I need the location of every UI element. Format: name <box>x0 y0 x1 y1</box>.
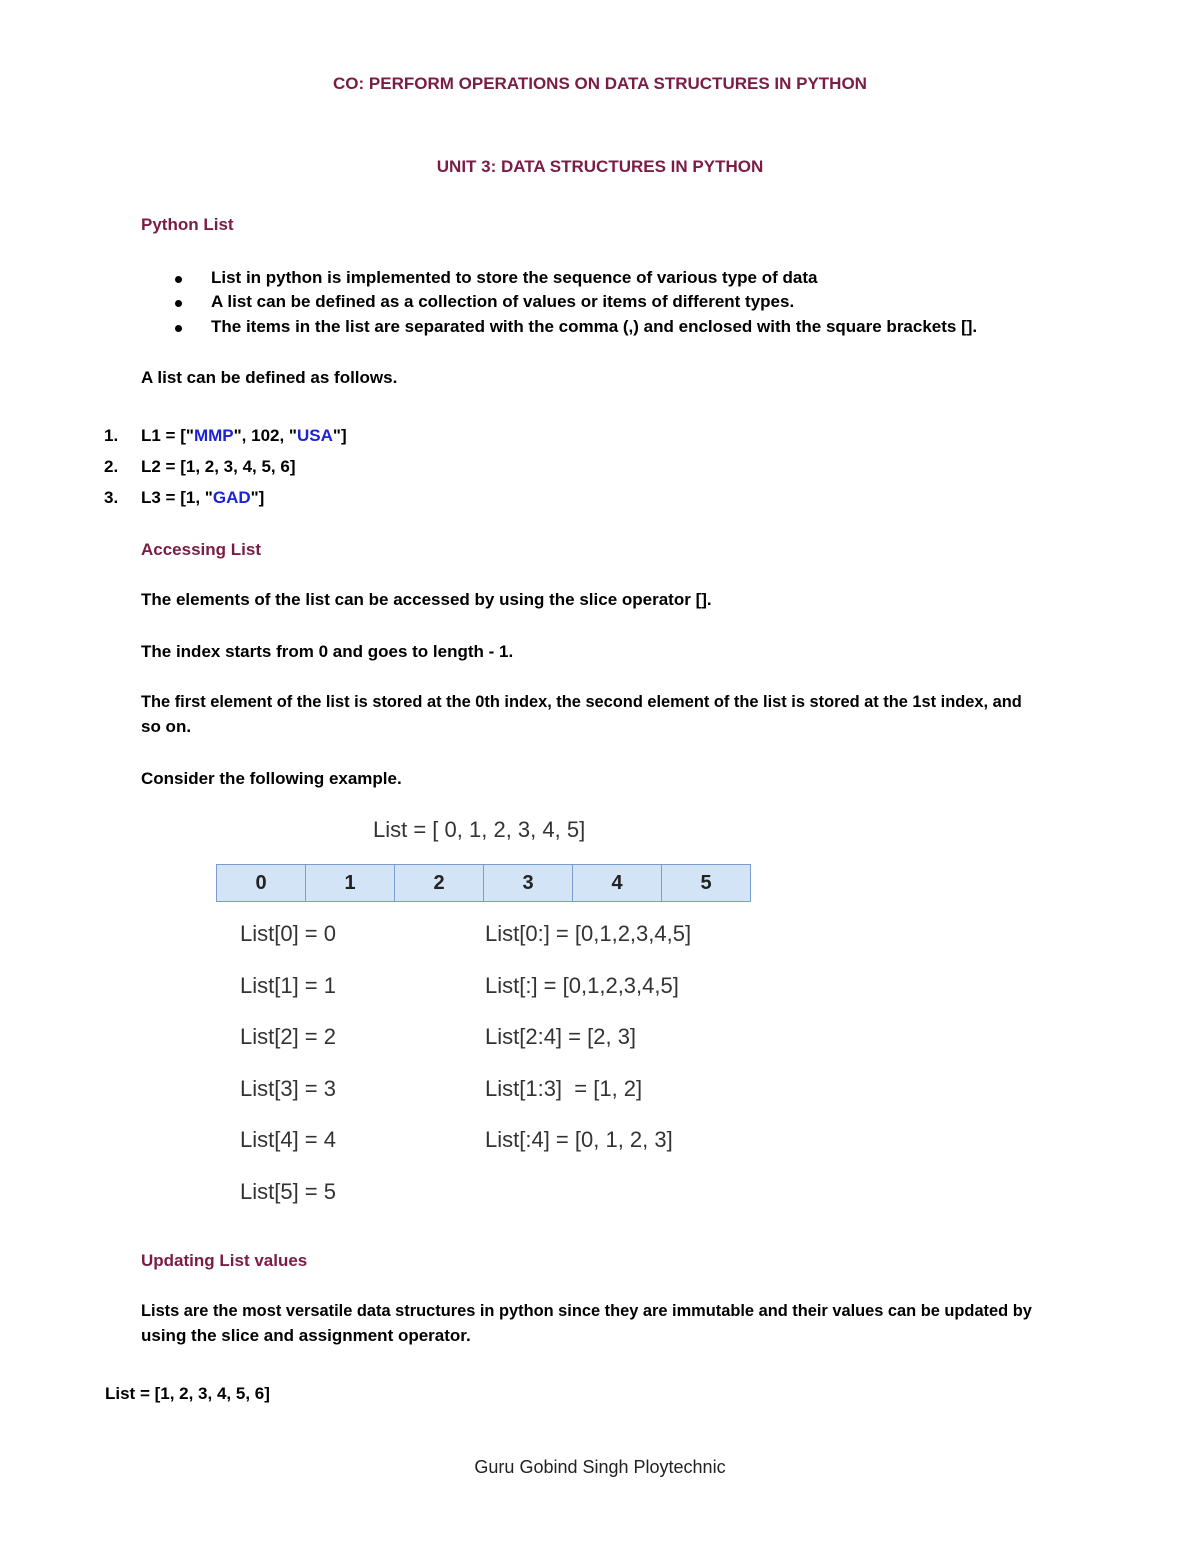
bullet-text: List in python is implemented to store the sequence of various type of data <box>211 268 818 287</box>
code-line: List = [1, 2, 3, 4, 5, 6] <box>105 1384 270 1403</box>
index-access-example: List[1] = 1 <box>240 973 337 998</box>
example-code-l3: L3 = [1, "GAD"] <box>141 488 265 507</box>
index-cell: 0 <box>217 865 306 901</box>
paragraph: Lists are the most versatile data structures in python since they are immutable and their values can be updated by <box>141 1302 1032 1320</box>
index-cell: 5 <box>662 865 750 901</box>
index-access-example: List[0] = 0 <box>240 921 337 946</box>
page-footer: Guru Gobind Singh Ploytechnic <box>474 1457 726 1477</box>
diagram-title: List = [ 0, 1, 2, 3, 4, 5] <box>373 817 586 842</box>
bullet-text: The items in the list are separated with the comma (,) and enclosed with the square brackets []. <box>211 317 978 336</box>
index-access-example: List[5] = 5 <box>240 1179 337 1204</box>
index-cell: 3 <box>484 865 573 901</box>
index-cells-row <box>216 864 751 902</box>
slice-example: List[1:3] = [1, 2] <box>485 1076 643 1101</box>
co-title: CO: PERFORM OPERATIONS ON DATA STRUCTURES IN PYTHON <box>333 74 867 93</box>
bullet-dot <box>175 300 182 307</box>
section-heading-accessing-list: Accessing List <box>141 540 261 559</box>
slice-example: List[:4] = [0, 1, 2, 3] <box>485 1127 673 1152</box>
paragraph: The first element of the list is stored at the 0th index, the second element of the list is stored at the 1st index, and <box>141 693 1022 711</box>
paragraph: The index starts from 0 and goes to length - 1. <box>141 642 514 661</box>
index-access-example: List[2] = 2 <box>240 1024 337 1049</box>
index-cell: 4 <box>573 865 662 901</box>
example-code-l2: L2 = [1, 2, 3, 4, 5, 6] <box>141 457 296 476</box>
unit-title: UNIT 3: DATA STRUCTURES IN PYTHON <box>436 157 764 176</box>
example-number: 2. <box>104 457 119 476</box>
index-access-example: List[4] = 4 <box>240 1127 337 1152</box>
slice-example: List[2:4] = [2, 3] <box>485 1024 637 1049</box>
bullet-text: A list can be defined as a collection of values or items of different types. <box>211 292 795 311</box>
paragraph: Consider the following example. <box>141 769 402 788</box>
index-cell: 1 <box>306 865 395 901</box>
section-heading-updating-list: Updating List values <box>141 1251 308 1270</box>
list-intro: A list can be defined as follows. <box>141 368 398 387</box>
example-number: 1. <box>104 426 119 445</box>
section-heading-python-list: Python List <box>141 215 234 234</box>
bullet-dot <box>175 325 182 332</box>
paragraph: The elements of the list can be accessed by using the slice operator []. <box>141 590 712 609</box>
paragraph: using the slice and assignment operator. <box>141 1326 471 1345</box>
index-cell: 2 <box>395 865 484 901</box>
paragraph: so on. <box>141 717 192 736</box>
example-number: 3. <box>104 488 119 507</box>
bullet-dot <box>175 276 182 283</box>
example-code-l1: L1 = ["MMP", 102, "USA"] <box>141 426 347 445</box>
index-access-example: List[3] = 3 <box>240 1076 337 1101</box>
slice-example: List[:] = [0,1,2,3,4,5] <box>485 973 679 998</box>
slice-example: List[0:] = [0,1,2,3,4,5] <box>485 921 692 946</box>
